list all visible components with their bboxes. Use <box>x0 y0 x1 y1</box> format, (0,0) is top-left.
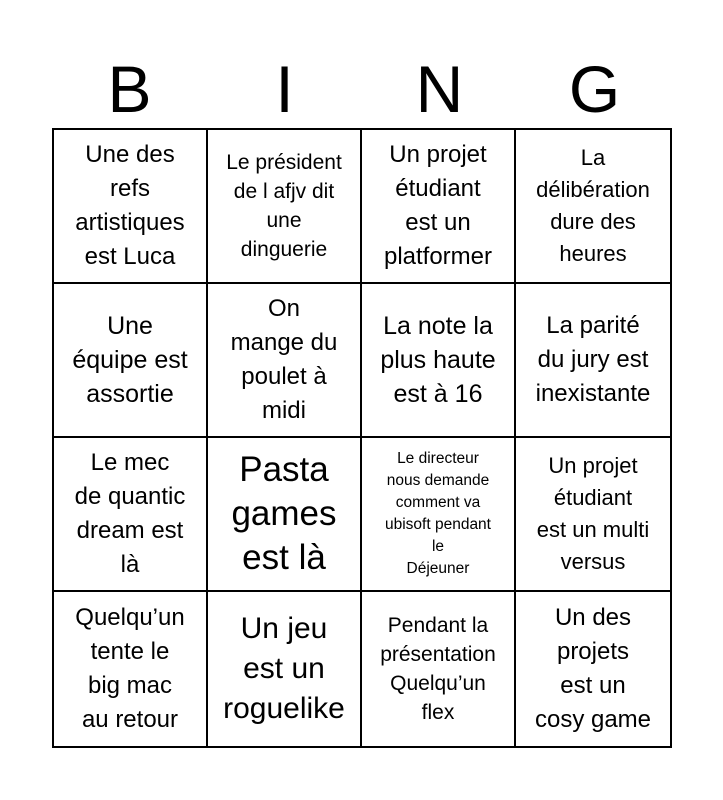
bingo-header <box>52 50 672 128</box>
cell-line: La parité <box>546 312 640 339</box>
bingo-cell-1-4[interactable] <box>516 130 670 284</box>
cell-line: poulet à <box>241 363 327 390</box>
bingo-cell-1-3[interactable] <box>362 130 516 284</box>
cell-line: roguelike <box>223 692 345 725</box>
bingo-cell-2-1[interactable] <box>54 284 208 438</box>
cell-line: le <box>431 538 445 555</box>
cell-line: versus <box>560 549 626 574</box>
cell-line: Déjeuner <box>406 560 470 577</box>
cell-line: La note la <box>383 312 493 340</box>
bingo-cell-3-2[interactable] <box>208 438 362 592</box>
bingo-cell-4-4[interactable] <box>516 592 670 746</box>
cell-line: Pasta <box>239 450 329 489</box>
cell-line: cosy game <box>534 706 652 733</box>
bingo-cell-2-4[interactable] <box>516 284 670 438</box>
cell-line: heures <box>559 241 627 266</box>
cell-line: plus haute <box>380 346 496 374</box>
cell-line: Quelqu’un <box>390 672 486 695</box>
bingo-cell-4-2[interactable] <box>208 592 362 746</box>
cell-line: mange du <box>230 329 338 356</box>
cell-line: Le président <box>226 151 342 174</box>
header-letter-b: B <box>107 52 152 126</box>
cell-line: projets <box>556 638 630 665</box>
cell-line: présentation <box>380 643 496 666</box>
bingo-cell-2-3[interactable] <box>362 284 516 438</box>
bingo-cell-3-3[interactable] <box>362 438 516 592</box>
cell-line: est là <box>242 538 326 577</box>
cell-line: étudiant <box>553 485 633 510</box>
bingo-cell-2-2[interactable] <box>208 284 362 438</box>
bingo-cell-1-2[interactable] <box>208 130 362 284</box>
cell-line: au retour <box>81 706 179 733</box>
cell-line: est un <box>405 209 471 236</box>
cell-line: est à 16 <box>393 380 483 408</box>
cell-line: de quantic <box>74 483 186 510</box>
cell-line: big mac <box>87 672 173 699</box>
cell-line: est un <box>560 672 626 699</box>
cell-line: Une des <box>85 141 175 168</box>
cell-line: Un projet <box>389 141 487 168</box>
cell-line: là <box>120 551 140 578</box>
cell-line: étudiant <box>395 175 481 202</box>
bingo-cell-1-1[interactable] <box>54 130 208 284</box>
cell-line: ubisoft pendant <box>384 516 491 533</box>
header-letter-g: G <box>568 52 621 126</box>
cell-line: platformer <box>383 243 493 270</box>
cell-line: inexistante <box>535 380 651 407</box>
cell-line: La <box>580 145 606 170</box>
cell-line: est un <box>243 652 325 685</box>
cell-line: Un des <box>554 604 632 631</box>
cell-line: Le mec <box>90 449 170 476</box>
cell-line: midi <box>261 397 306 424</box>
cell-line: On <box>267 295 300 322</box>
cell-line: games <box>231 494 337 533</box>
cell-line: du jury est <box>537 346 649 373</box>
cell-line: assortie <box>86 380 174 408</box>
cell-line: nous demande <box>386 472 490 489</box>
cell-line: flex <box>421 701 455 724</box>
bingo-cell-3-1[interactable] <box>54 438 208 592</box>
cell-line: comment va <box>395 494 481 511</box>
cell-line: une <box>266 209 302 232</box>
header-letter-n: N <box>415 52 464 126</box>
cell-line: délibération <box>536 177 650 202</box>
cell-line: dream est <box>76 517 184 544</box>
bingo-grid <box>52 128 672 748</box>
bingo-cell-4-3[interactable] <box>362 592 516 746</box>
cell-line: dure des <box>550 209 636 234</box>
cell-line: Un jeu <box>240 612 328 645</box>
cell-line: équipe est <box>72 346 188 374</box>
bingo-cell-3-4[interactable] <box>516 438 670 592</box>
cell-line: est un multi <box>536 517 650 542</box>
bingo-cell-4-1[interactable] <box>54 592 208 746</box>
cell-line: de l afjv dit <box>233 180 335 203</box>
cell-line: Une <box>107 312 153 340</box>
cell-line: est Luca <box>84 243 176 270</box>
header-letter-i: I <box>275 52 294 126</box>
cell-line: artistiques <box>75 209 185 236</box>
cell-line: dinguerie <box>240 238 328 261</box>
cell-line: Pendant la <box>387 614 489 637</box>
cell-line: tente le <box>90 638 170 665</box>
cell-line: Le directeur <box>397 450 479 467</box>
cell-line: refs <box>109 175 150 202</box>
cell-line: Un projet <box>548 453 638 478</box>
cell-line: Quelqu’un <box>75 604 185 631</box>
